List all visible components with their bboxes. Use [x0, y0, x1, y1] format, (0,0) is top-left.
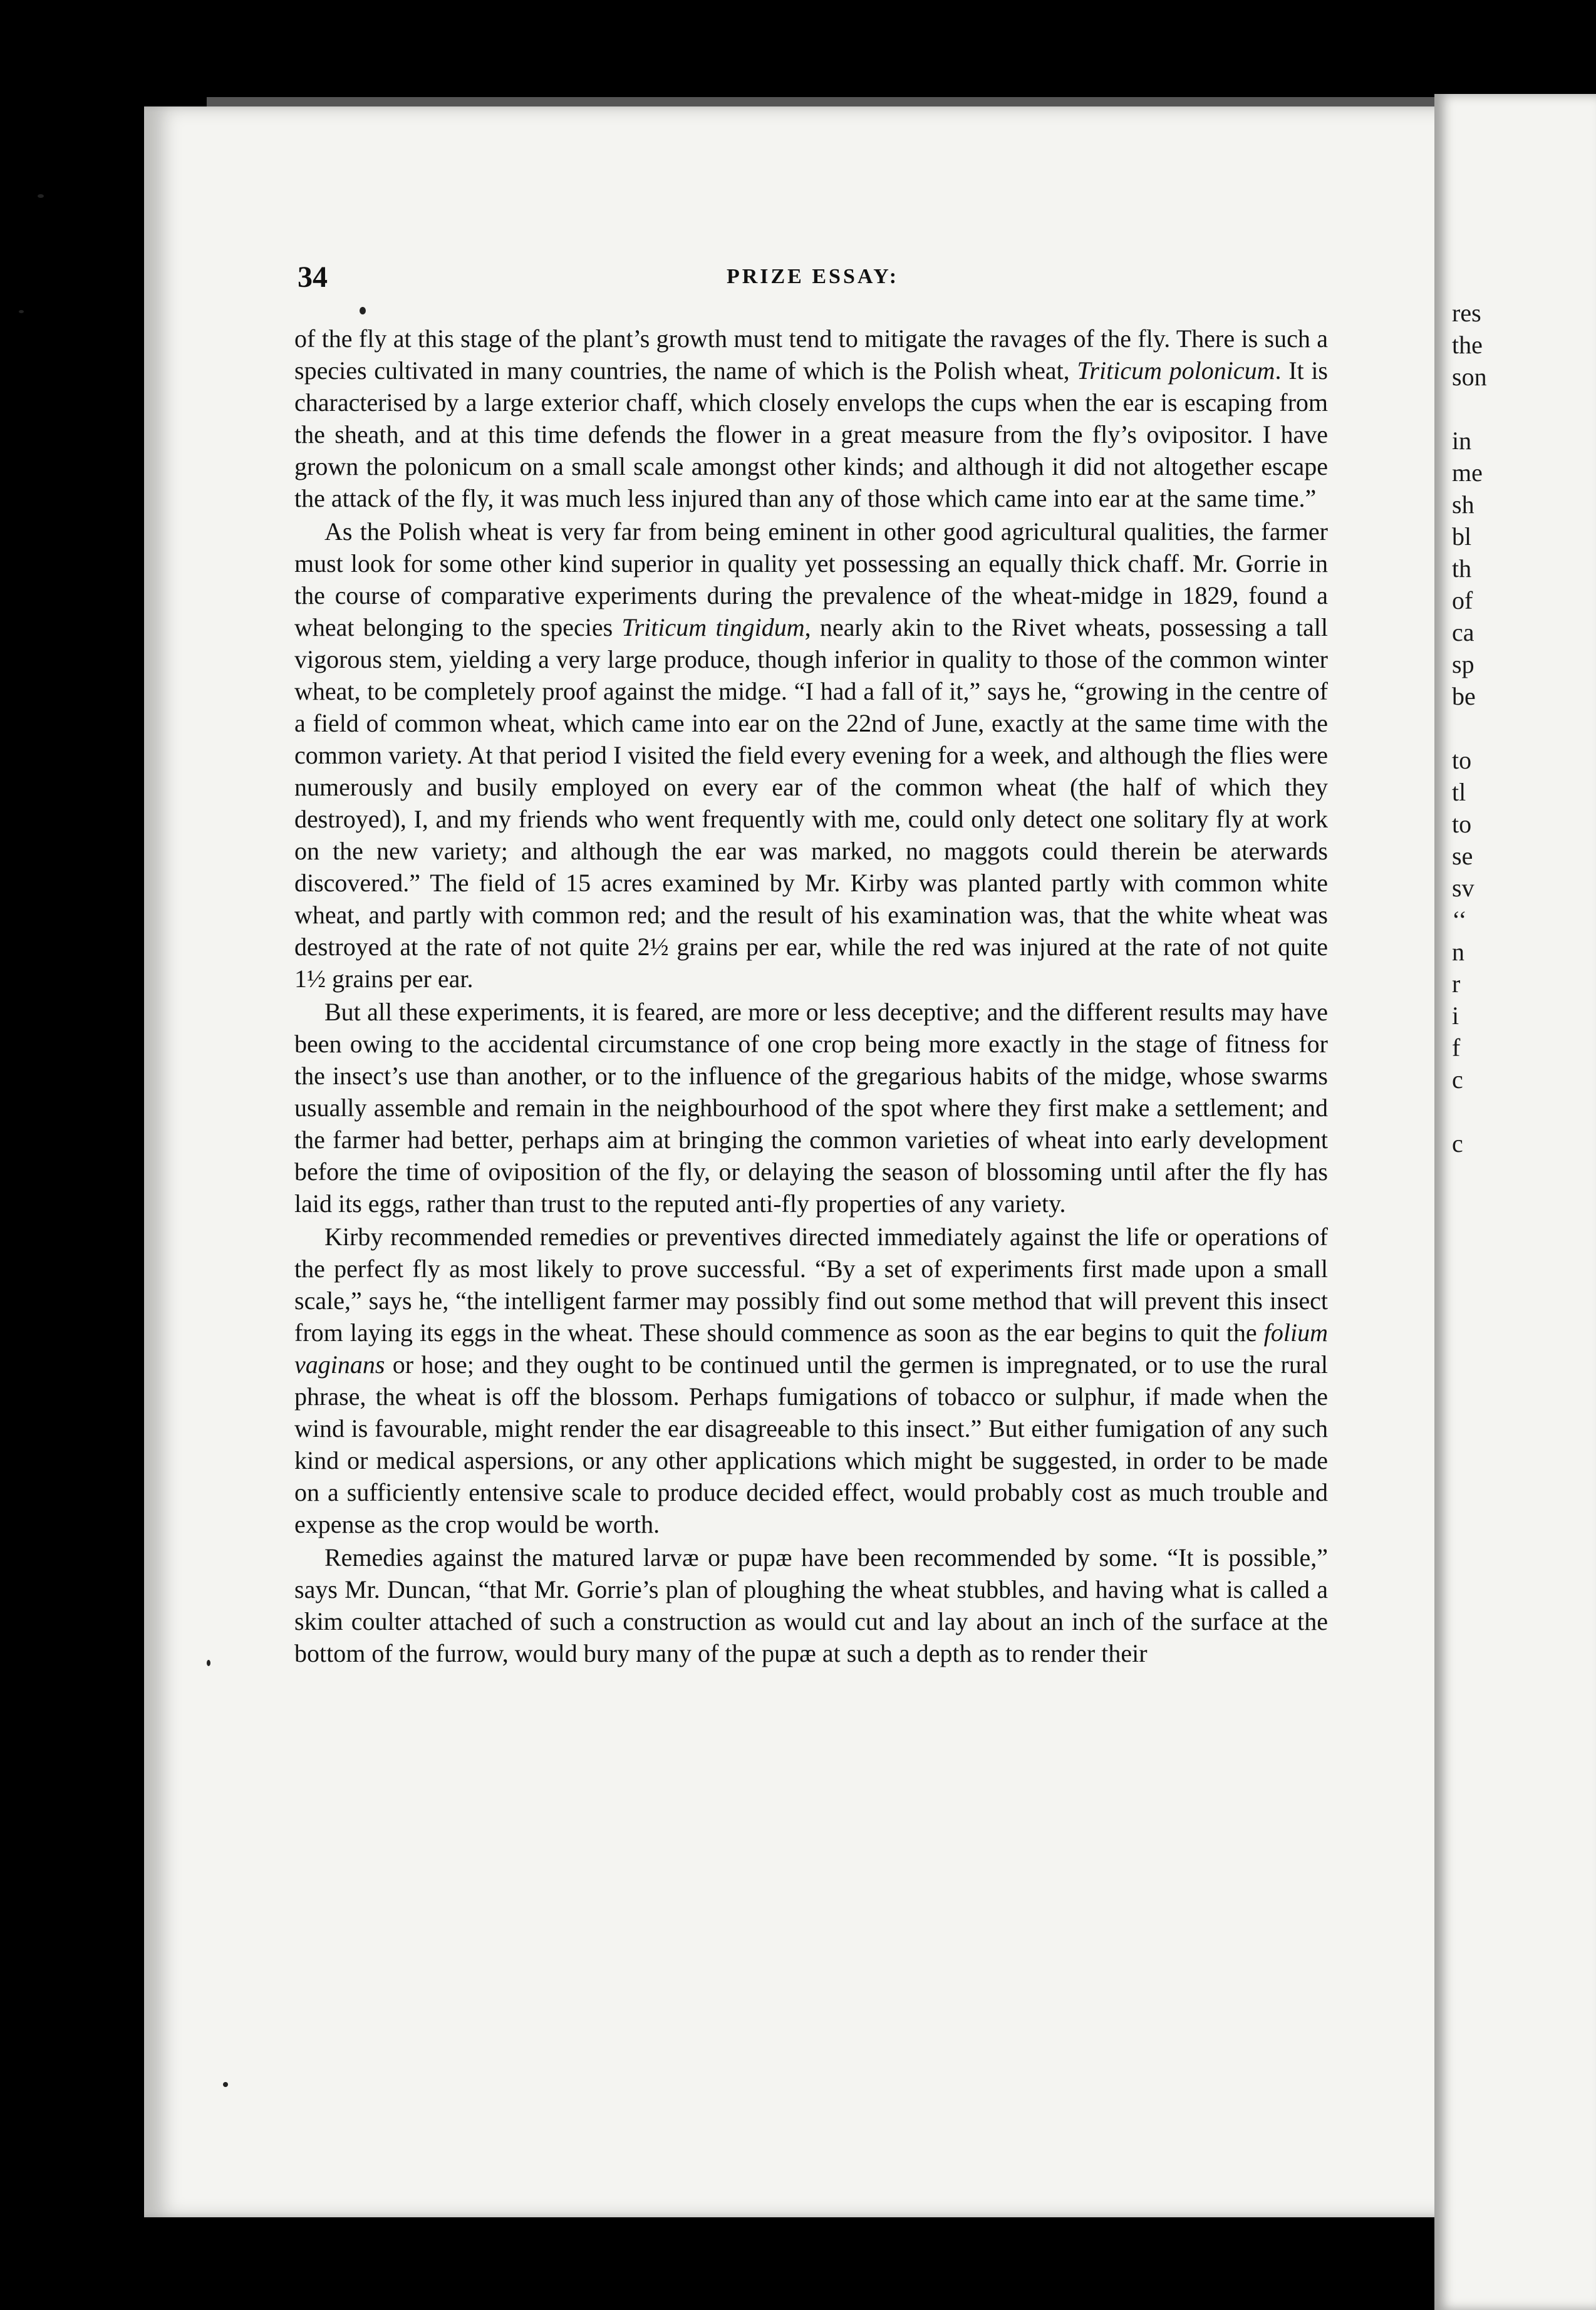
paragraph: Kirby recommended remedies or preventives directed immediately against the life or operations of the perfect fly as most likely to prove successful. “By a set of experiments first made upon a small scale,” says he, “the intelligent farmer may possibly find out some method that will prevent this insect from laying its eggs in the wheat. These should commence as soon as the ear begins to quit the folium vaginans or hose; and they ought to be continued until the germen is impregnated, or to use the rural phrase, the wheat is off the blossom. Perhaps fumigations of tobacco or sulphur, if made when the wind is favourable, might render the ear disagreeable to this insect.” But either fumigation of any such kind or medical aspersions, or any other applications which might be suggested, in order to be made on a sufficiently entensive scale to produce decided effect, would probably cost as much trouble and expense as the crop would be worth.	[294, 1223, 1328, 1538]
facing-page-text-fragment: sv	[1452, 874, 1474, 902]
paragraph: of the fly at this stage of the plant’s growth must tend to mitigate the ravages of the fly. There is such a species cultivated in many countries, the name of which is the Polish wheat, Triticum polonicum. It is characterised by a large exterior chaff, which closely envelops the cups when the ear is escaping from the sheath, and at this time defends the flower in a great measure from the fly’s ovipositor. I have grown the polonicum on a small scale amongst other kinds; and although it did not altogether escape the attack of the fly, it was much less injured than any of those which came into ear at the same time.”	[294, 324, 1328, 512]
paragraph: But all these experiments, it is feared, are more or less deceptive; and the different results may have been owing to the accidental circumstance of one crop being more exactly in the stage of fitness for the insect’s use than another, or to the influence of the gregarious habits of the midge, whose swarms usually assemble and remain in the neighbourhood of the spot where they first make a settlement; and the farmer had better, perhaps aim at bringing the common varieties of wheat into early development before the time of oviposition of the fly, or delaying the season of blossoming until after the fly has laid its eggs, rather than trust to the reputed anti-fly properties of any variety.	[294, 998, 1328, 1218]
facing-page-text-fragment: me	[1452, 458, 1483, 487]
facing-page-text-fragment: tl	[1452, 778, 1466, 806]
essay-body	[294, 323, 1328, 1669]
facing-page-text-fragment: sh	[1452, 490, 1474, 519]
facing-page-text-fragment: se	[1452, 842, 1473, 870]
facing-page-fragment	[1434, 94, 1596, 2310]
facing-page-text-fragment: to	[1452, 810, 1472, 838]
print-speck	[38, 194, 44, 198]
facing-page-text-fragment: c	[1452, 1129, 1463, 1158]
facing-page-text-fragment: son	[1452, 363, 1487, 391]
print-speck	[360, 307, 366, 314]
print-speck	[223, 2082, 228, 2087]
page-number: 34	[298, 261, 328, 294]
italic-term: Triticum tingidum	[621, 613, 805, 641]
facing-page-text-fragment: res	[1452, 299, 1481, 327]
facing-page-text-fragment: i	[1452, 1002, 1459, 1030]
facing-page-text-fragment: bl	[1452, 522, 1472, 551]
facing-page-text-fragment: n	[1452, 938, 1464, 966]
print-speck	[207, 1660, 210, 1666]
running-head: PRIZE ESSAY:	[726, 265, 899, 288]
paragraph: Remedies against the matured larvæ or pupæ have been recommended by some. “It is possible,” says Mr. Duncan, “that Mr. Gorrie’s plan of ploughing the wheat stubbles, and having what is called a skim coulter attached of such a construction as would cut and lay about an inch of the surface at the bottom of the furrow, would bury many of the pupæ at such a depth as to render their	[294, 1543, 1328, 1667]
paragraph: As the Polish wheat is very far from being eminent in other good agricultural qualities, the farmer must look for some other kind superior in quality yet possessing an equally thick chaff. Mr. Gorrie in the course of comparative experiments during the prevalence of the wheat-midge in 1829, found a wheat belonging to the species Triticum tingidum, nearly akin to the Rivet wheats, possessing a tall vigorous stem, yielding a very large produce, though inferior in quality to those of the common winter wheat, to be completely proof against the midge. “I had a fall of it,” says he, “growing in the centre of a field of common wheat, which came into ear on the 22nd of June, exactly at the same time with the common variety. At that period I visited the field every evening for a week, and although the flies were numerously and busily employed on every ear of the common wheat (the half of which they destroyed), I, and my friends who went frequently with me, could only detect one solitary fly at work on the new variety; and although the ear was marked, no maggots could therein be aterwards discovered.” The field of 15 acres examined by Mr. Kirby was planted partly with common white wheat, and partly with common red; and the result of his examination was, that the white wheat was destroyed at the rate of not quite 2½ grains per ear, while the red was injured at the rate of not quite 1½ grains per ear.	[294, 517, 1328, 993]
print-speck	[19, 310, 24, 313]
facing-page-text-fragment: sp	[1452, 650, 1474, 678]
facing-page-text-fragment: ‘‘	[1452, 906, 1467, 934]
facing-page-text-fragment: c	[1452, 1065, 1463, 1094]
page-header	[298, 260, 1328, 298]
facing-page-text-fragment: r	[1452, 970, 1461, 998]
facing-page-text-fragment: be	[1452, 682, 1476, 710]
facing-page-text-fragment: of	[1452, 586, 1473, 614]
italic-term: Triticum polonicum	[1077, 356, 1275, 385]
facing-page-text-fragment: in	[1452, 427, 1472, 455]
facing-page-text-fragment: the	[1452, 331, 1483, 359]
italic-term: folium vaginans	[294, 1318, 1328, 1379]
facing-page-text-fragment: ca	[1452, 618, 1474, 646]
facing-page-text-fragment: th	[1452, 554, 1472, 583]
facing-page-text-fragment: to	[1452, 746, 1472, 774]
facing-page-text-fragment: f	[1452, 1033, 1461, 1062]
